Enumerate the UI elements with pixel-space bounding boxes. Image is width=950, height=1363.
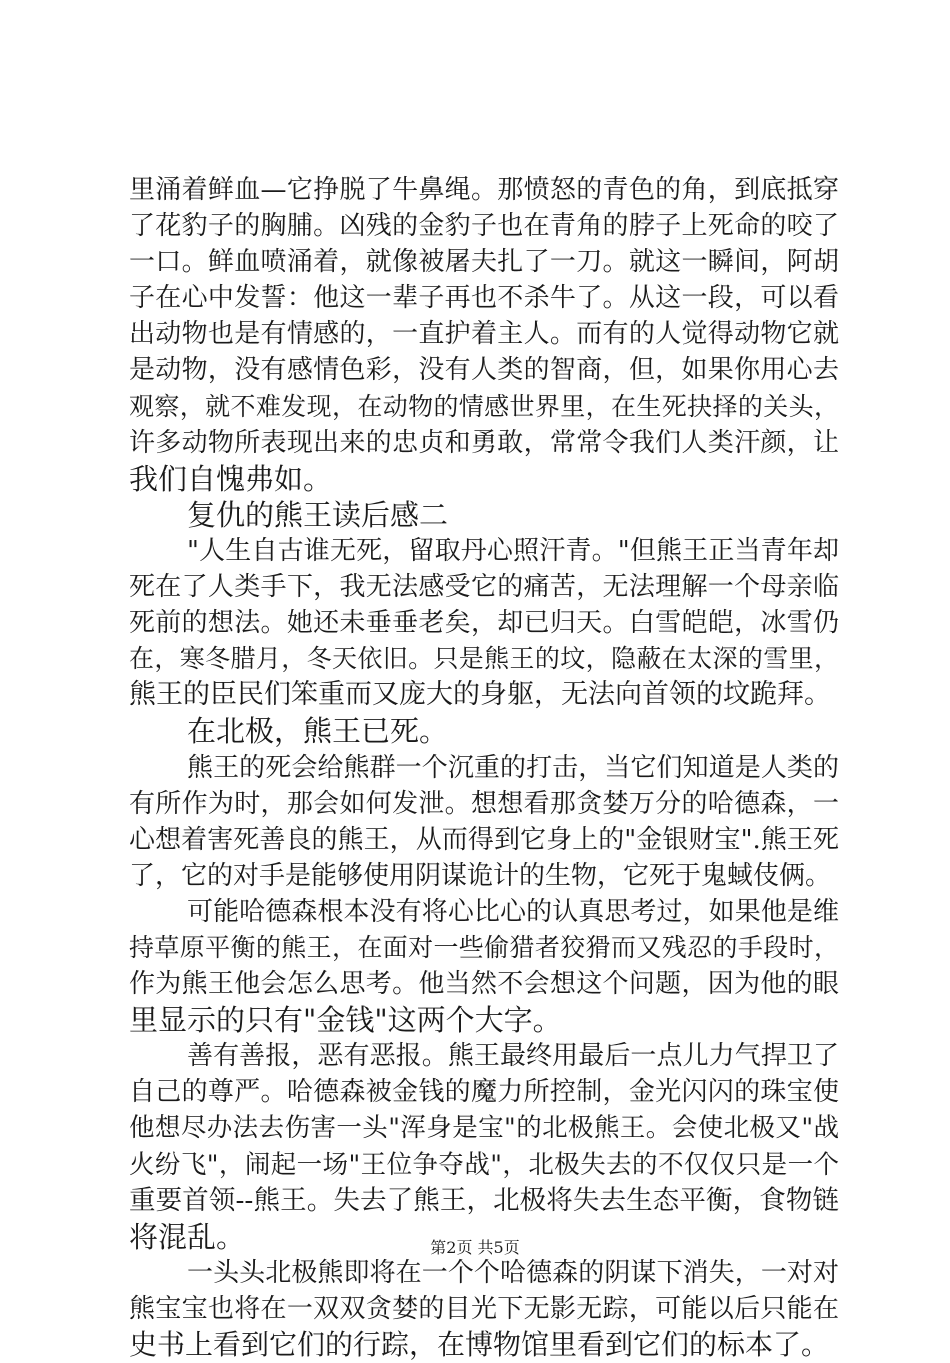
text-line: 他想尽办法去伤害一头"浑身是宝"的北极熊王。会使北极又"战 bbox=[129, 1113, 839, 1144]
text-line: 观察，就不难发现，在动物的情感世界里，在生死抉择的关头， bbox=[129, 391, 839, 421]
text-line: 死前的想法。她还未垂垂老矣，却已归天。白雪皑皑，冰雪仍 bbox=[129, 608, 839, 639]
text-line: 持草原平衡的熊王，在面对一些偷猎者狡猾而又残忍的手段时， bbox=[129, 932, 839, 962]
text-line: 了花豹子的胸脯。凶残的金豹子也在青角的脖子上死命的咬了 bbox=[129, 211, 839, 242]
text-line: 死在了人类手下，我无法感受它的痛苦，无法理解一个母亲临 bbox=[129, 572, 839, 603]
text-line: 心想着害死善良的熊王，从而得到它身上的"金银财宝".熊王死 bbox=[129, 824, 839, 855]
text-line: 许多动物所表现出来的忠贞和勇敢，常常令我们人类汗颜，让 bbox=[129, 427, 839, 458]
section-heading: 复仇的熊王读后感二 bbox=[187, 497, 449, 532]
text-line: 里涌着鲜血—它挣脱了牛鼻绳。那愤怒的青色的角，到底抵穿 bbox=[129, 175, 839, 205]
text-line: 熊王的臣民们笨重而又庞大的身躯，无法向首领的坟跪拜。 bbox=[129, 679, 831, 711]
text-line: 自己的尊严。哈德森被金钱的魔力所控制，金光闪闪的珠宝使 bbox=[129, 1077, 839, 1108]
text-line: 里显示的只有"金钱"这两个大字。 bbox=[129, 1003, 562, 1038]
text-line: 出动物也是有情感的，一直护着主人。而有的人觉得动物它就 bbox=[129, 319, 839, 350]
text-line: 在北极，熊王已死。 bbox=[187, 714, 449, 749]
text-line: 是动物，没有感情色彩，没有人类的智商，但，如果你用心去 bbox=[129, 355, 839, 386]
text-line: 有所作为时，那会如何发泄。想想看那贪婪万分的哈德森，一 bbox=[129, 788, 839, 819]
text-line: 重要首领--熊王。失去了熊王，北极将失去生态平衡，食物链 bbox=[129, 1184, 839, 1216]
text-line: 一头头北极熊即将在一个个哈德森的阴谋下消失，一对对 bbox=[187, 1257, 839, 1288]
text-line: 火纷飞"，闹起一场"王位争夺战"，北极失去的不仅仅只是一个 bbox=[129, 1149, 839, 1180]
text-line: 善有善报，恶有恶报。熊王最终用最后一点儿力气捍卫了 bbox=[187, 1041, 839, 1072]
text-line: 熊王的死会给熊群一个沉重的打击，当它们知道是人类的 bbox=[187, 752, 839, 783]
text-line: 一口。鲜血喷涌着，就像被屠夫扎了一刀。就这一瞬间，阿胡 bbox=[129, 247, 839, 278]
text-line: 将混乱。 bbox=[129, 1219, 246, 1254]
page-number: 第2页 共5页 bbox=[430, 1238, 520, 1257]
document-body bbox=[129, 172, 839, 1363]
text-line: "人生自古谁无死，留取丹心照汗青。"但熊王正当青年却 bbox=[187, 535, 839, 566]
text-line: 史书上看到它们的行踪，在博物馆里看到它们的标本了。 bbox=[129, 1328, 830, 1361]
text-line: 在，寒冬腊月，冬天依旧。只是熊王的坟，隐蔽在太深的雪里， bbox=[129, 644, 839, 674]
text-line: 可能哈德森根本没有将心比心的认真思考过，如果他是维 bbox=[187, 896, 839, 927]
text-line: 我们自愧弗如。 bbox=[129, 461, 333, 496]
text-line: 了，它的对手是能够使用阴谋诡计的生物，它死于鬼蜮伎俩。 bbox=[129, 860, 832, 891]
text-line: 作为熊王他会怎么思考。他当然不会想这个问题，因为他的眼 bbox=[129, 969, 839, 1000]
text-line: 子在心中发誓：他这一辈子再也不杀牛了。从这一段，可以看 bbox=[129, 283, 839, 314]
text-line: 熊宝宝也将在一双双贪婪的目光下无影无踪，可能以后只能在 bbox=[129, 1293, 839, 1324]
